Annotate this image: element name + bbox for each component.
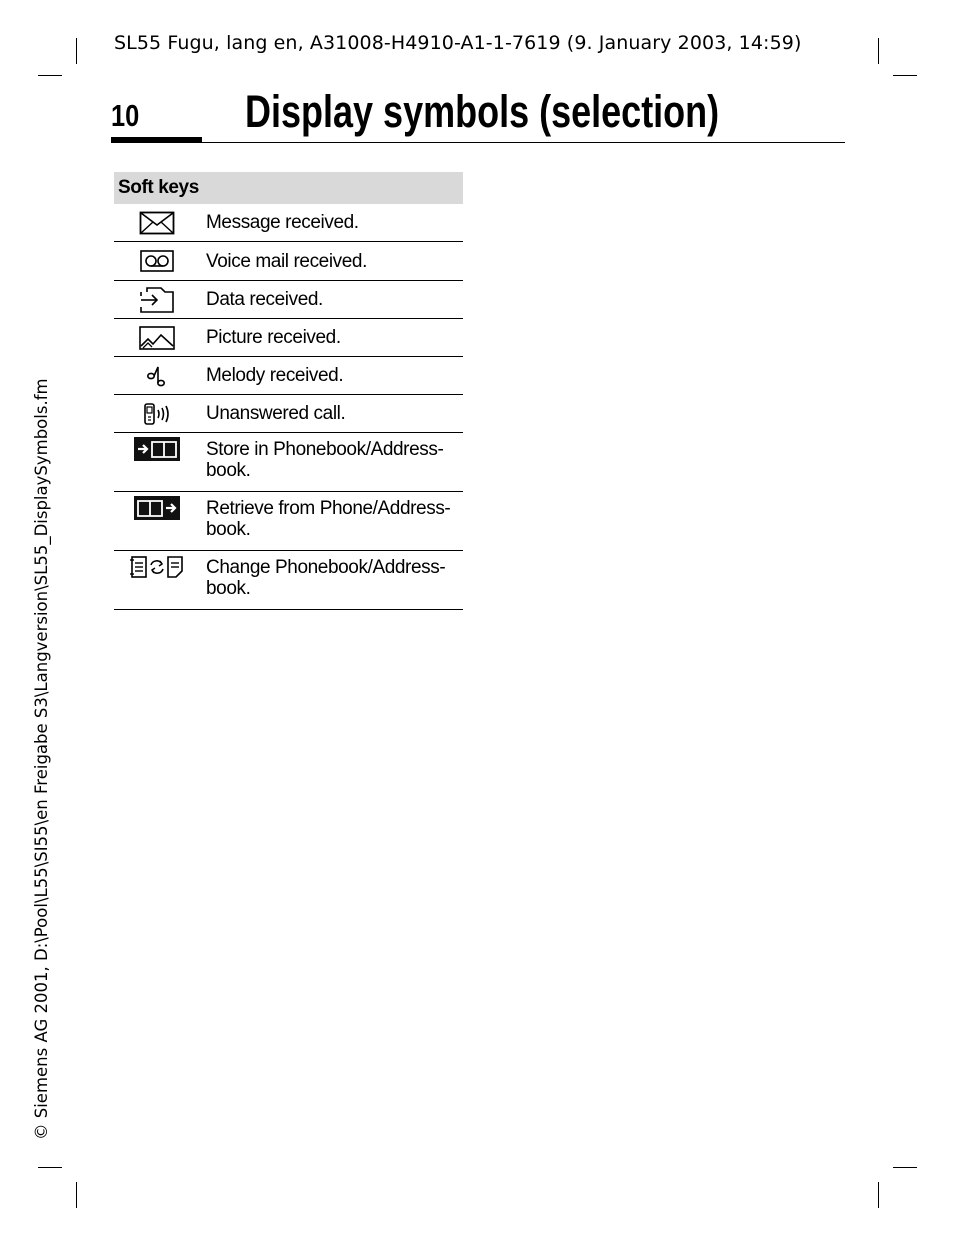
- page-number: 10: [111, 98, 140, 133]
- crop-mark: [76, 38, 77, 64]
- document-id-header: SL55 Fugu, lang en, A31008-H4910-A1-1-7619 (9. January 2003, 14:59): [114, 32, 802, 54]
- retrieve-phonebook-icon: [114, 492, 200, 520]
- symbol-description: Voice mail received.: [206, 250, 367, 272]
- voicemail-icon: [114, 250, 200, 272]
- title-rule: [111, 142, 845, 143]
- symbol-description: Data received.: [206, 289, 323, 310]
- table-row: [114, 319, 463, 357]
- envelope-icon: [114, 211, 200, 235]
- crop-mark: [76, 1182, 77, 1208]
- crop-mark: [38, 1167, 62, 1168]
- table-header: Soft keys: [114, 172, 463, 204]
- crop-mark: [893, 1167, 917, 1168]
- table-row: [114, 551, 463, 610]
- symbol-description: Picture received.: [206, 327, 341, 348]
- table-row: [114, 242, 463, 281]
- symbol-description: Unanswered call.: [206, 403, 346, 424]
- change-phonebook-icon: [114, 551, 200, 579]
- symbol-description: Melody received.: [206, 365, 344, 386]
- table-row: [114, 357, 463, 395]
- symbol-description: Retrieve from Phone/Address- book.: [206, 498, 451, 540]
- melody-note-icon: [114, 364, 200, 388]
- symbol-description: Store in Phonebook/Address- book.: [206, 439, 444, 481]
- crop-mark: [38, 75, 62, 76]
- page-title: Display symbols (selection): [245, 86, 720, 137]
- table-row: [114, 204, 463, 242]
- table-row: [114, 395, 463, 433]
- data-received-icon: [114, 287, 200, 313]
- soft-keys-table: [114, 172, 463, 610]
- unanswered-call-icon: [114, 402, 200, 426]
- picture-icon: [114, 326, 200, 350]
- table-row: [114, 433, 463, 492]
- table-row: [114, 281, 463, 319]
- crop-mark: [893, 75, 917, 76]
- table-row: [114, 492, 463, 551]
- crop-mark: [878, 38, 879, 64]
- store-phonebook-icon: [114, 433, 200, 461]
- crop-mark: [878, 1182, 879, 1208]
- symbol-description: Change Phonebook/Address- book.: [206, 557, 446, 599]
- symbol-description: Message received.: [206, 212, 359, 233]
- side-file-path: © Siemens AG 2001, D:\Pool\L55\SI55\en Freigabe S3\Langversion\SL55_DisplaySymbols.fm: [32, 378, 51, 1140]
